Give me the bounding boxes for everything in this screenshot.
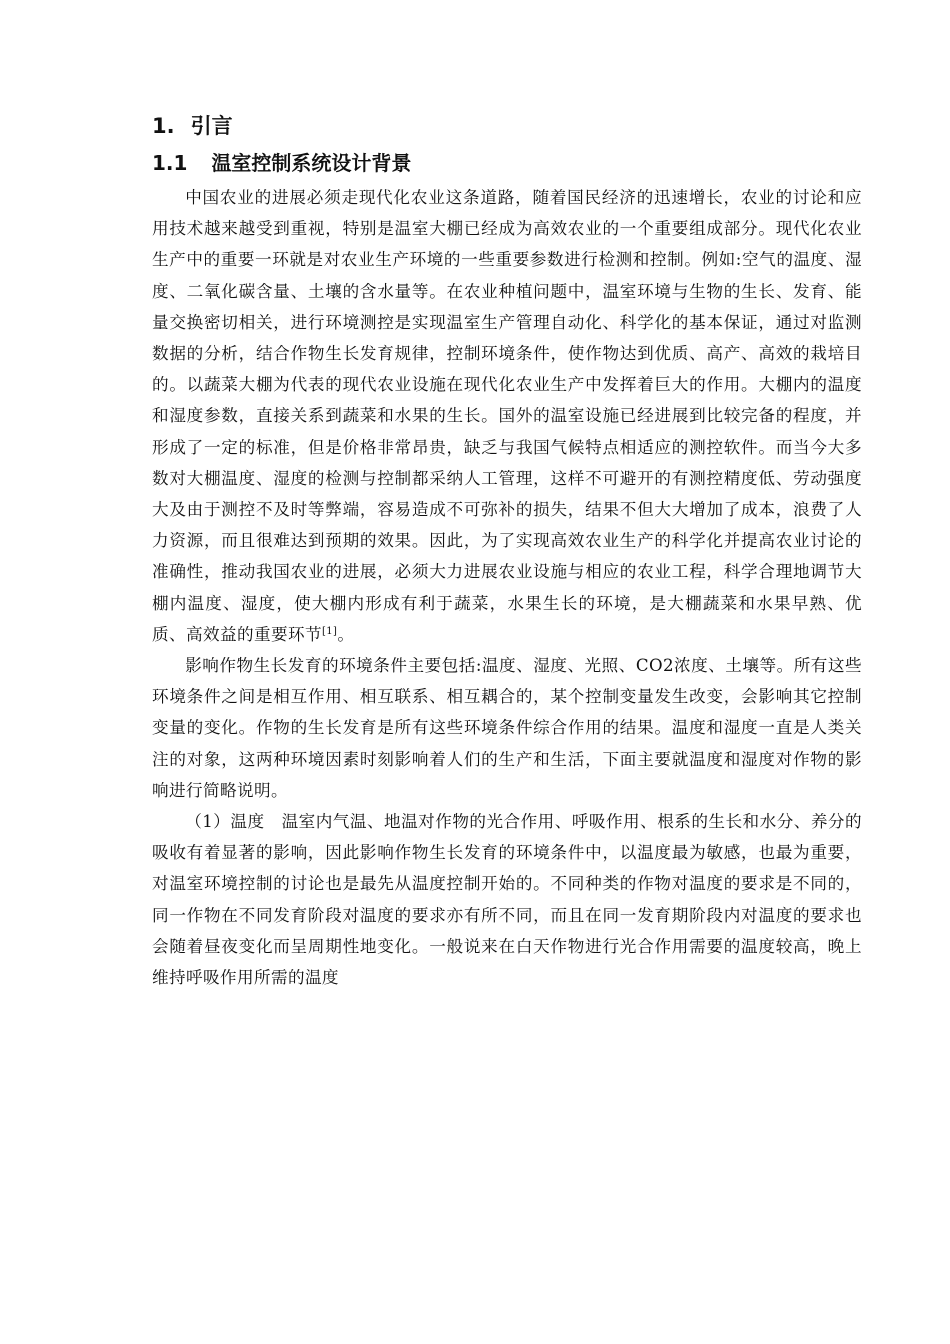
body-paragraph <box>152 182 862 650</box>
chapter-title: 引言 <box>190 114 233 138</box>
section-number: 1.1 <box>152 151 188 175</box>
document-page <box>152 108 862 993</box>
paragraph-text: （1）温度 温室内气温、地温对作物的光合作用、呼吸作用、根系的生长和水分、养分的吸收有着显著的影响，因此影响作物生长发育的环境条件中，以温度最为敏感，也最为重要，对温室环境控制的讨论也是最先从温度控制开始的。不同种类的作物对温度的要求是不同的，同一作物在不同发育阶段对温度的要求亦有所不同，而且在同一发育期阶段内对温度的要求也会随着昼夜变化而呈周期性地变化。一般说来在白天作物进行光合作用需要的温度较高，晚上维持呼吸作用所需的温度 <box>152 812 862 988</box>
section-title: 温室控制系统设计背景 <box>211 151 412 175</box>
body-paragraph <box>152 806 862 993</box>
section-heading <box>152 144 862 182</box>
citation-marker: [1] <box>321 625 338 637</box>
chapter-heading <box>152 108 862 144</box>
paragraph-text: 影响作物生长发育的环境条件主要包括:温度、湿度、光照、CO2浓度、土壤等。所有这些环境条件之间是相互作用、相互联系、相互耦合的，某个控制变量发生改变，会影响其它控制变量的变化。作物的生长发育是所有这些环境条件综合作用的结果。温度和湿度一直是人类关注的对象，这两种环境因素时刻影响着人们的生产和生活，下面主要就温度和湿度对作物的影响进行简略说明。 <box>152 656 862 800</box>
paragraph-text: 中国农业的进展必须走现代化农业这条道路，随着国民经济的迅速增长，农业的讨论和应用技术越来越受到重视，特别是温室大棚已经成为高效农业的一个重要组成部分。现代化农业生产中的重要一环就是对农业生产环境的一些重要参数进行检测和控制。例如:空气的温度、湿度、二氧化碳含量、土壤的含水量等。在农业种植问题中，温室环境与生物的生长、发育、能量交换密切相关，进行环境测控是实现温室生产管理自动化、科学化的基本保证，通过对监测数据的分析，结合作物生长发育规律，控制环境条件，使作物达到优质、高产、高效的栽培目的。以蔬菜大棚为代表的现代农业设施在现代化农业生产中发挥着巨大的作用。大棚内的温度和湿度参数，直接关系到蔬菜和水果的生长。国外的温室设施已经进展到比较完备的程度，并形成了一定的标准，但是价格非常昂贵，缺乏与我国气候特点相适应的测控软件。而当今大多数对大棚温度、湿度的检测与控制都采纳人工管理，这样不可避开的有测控精度低、劳动强度大及由于测控不及时等弊端，容易造成不可弥补的损失，结果不但大大增加了成本，浪费了人力资源，而且很难达到预期的效果。因此，为了实现高效农业生产的科学化并提高农业讨论的准确性，推动我国农业的进展，必须大力进展农业设施与相应的农业工程，科学合理地调节大棚内温度、湿度，使大棚内形成有利于蔬菜，水果生长的环境，是大棚蔬菜和水果早熟、优质、高效益的重要环节 <box>152 188 862 644</box>
body-paragraph <box>152 650 862 806</box>
paragraph-tail: 。 <box>337 624 355 644</box>
chapter-number: 1. <box>152 114 175 138</box>
